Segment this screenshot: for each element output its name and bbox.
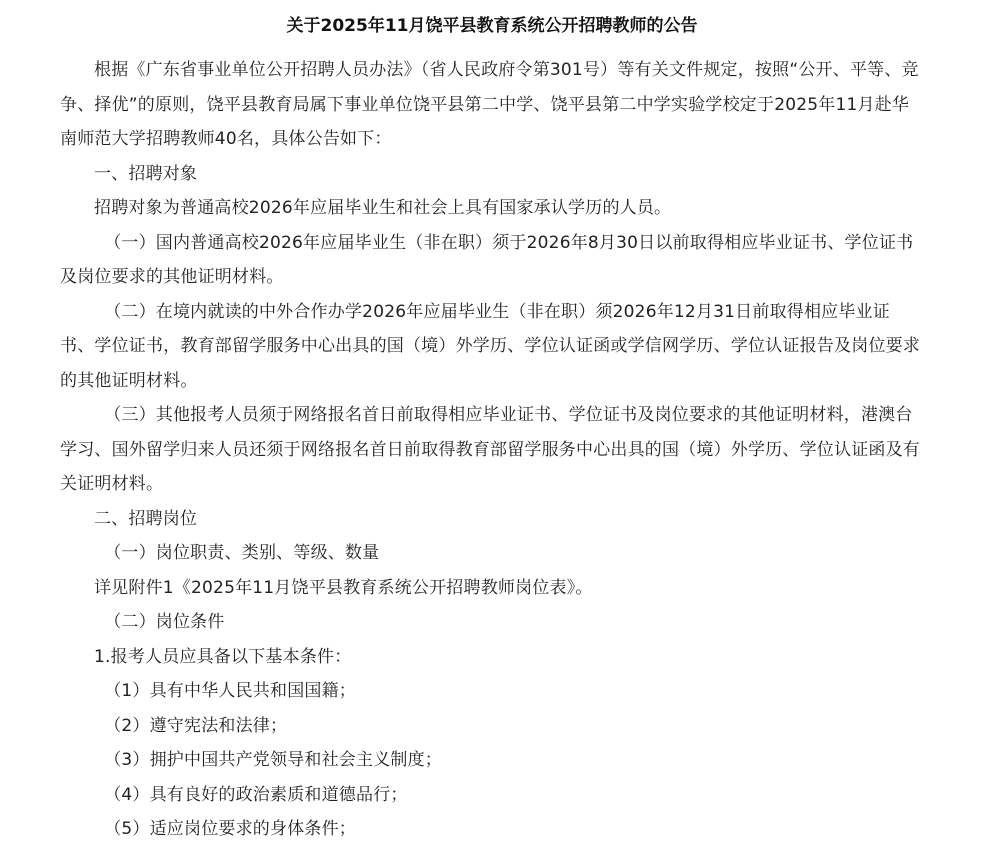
target-item-3: （三）其他报考人员须于网络报名首日前取得相应毕业证书、学位证书及岗位要求的其他证明材料，港澳台学习、国外留学归来人员还须于网络报名首日前取得教育部留学服务中心出具的国（境）外学历、学位认证函及有关证明材料。 bbox=[60, 405, 920, 494]
condition-item-1: （1）具有中华人民共和国国籍； bbox=[104, 681, 357, 701]
positions-subheading-1: （一）岗位职责、类别、等级、数量 bbox=[104, 543, 380, 563]
section-heading-recruitment-target: 一、招聘对象 bbox=[94, 163, 198, 184]
target-item-1: （一）国内普通高校2026年应届毕业生（非在职）须于2026年8月30日以前取得相应毕业证书、学位证书及岗位要求的其他证明材料。 bbox=[60, 232, 914, 287]
condition-item-4: （4）具有良好的政治素质和道德品行； bbox=[104, 784, 408, 805]
condition-item-3: （3）拥护中国共产党领导和社会主义制度； bbox=[104, 750, 443, 770]
positions-subheading-2: （二）岗位条件 bbox=[104, 612, 225, 632]
positions-attachment-reference: 详见附件1《2025年11月饶平县教育系统公开招聘教师岗位表》。 bbox=[94, 577, 593, 598]
condition-item-5: （5）适应岗位要求的身体条件； bbox=[104, 819, 357, 839]
basic-conditions-heading: 1.报考人员应具备以下基本条件： bbox=[94, 646, 352, 667]
document-body bbox=[60, 53, 924, 847]
target-item-2: （二）在境内就读的中外合作办学2026年应届毕业生（非在职）须2026年12月31日前取得相应毕业证书、学位证书，教育部留学服务中心出具的国（境）外学历、学位认证函或学信网学历、学位认证报告及岗位要求的其他证明材料。 bbox=[60, 301, 920, 391]
recruitment-target-paragraph: 招聘对象为普通高校2026年应届毕业生和社会上具有国家承认学历的人员。 bbox=[94, 198, 672, 218]
section-heading-positions: 二、招聘岗位 bbox=[94, 508, 198, 529]
intro-paragraph: 根据《广东省事业单位公开招聘人员办法》（省人民政府令第301号）等有关文件规定，按照“公开、平等、竞争、择优”的原则，饶平县教育局属下事业单位饶平县第二中学、饶平县第二中学实验学校定于2025年11月赴华南师范大学招聘教师40名，具体公告如下： bbox=[60, 60, 919, 149]
document-title: 关于2025年11月饶平县教育系统公开招聘教师的公告 bbox=[286, 16, 698, 36]
condition-item-2: （2）遵守宪法和法律； bbox=[104, 715, 288, 736]
